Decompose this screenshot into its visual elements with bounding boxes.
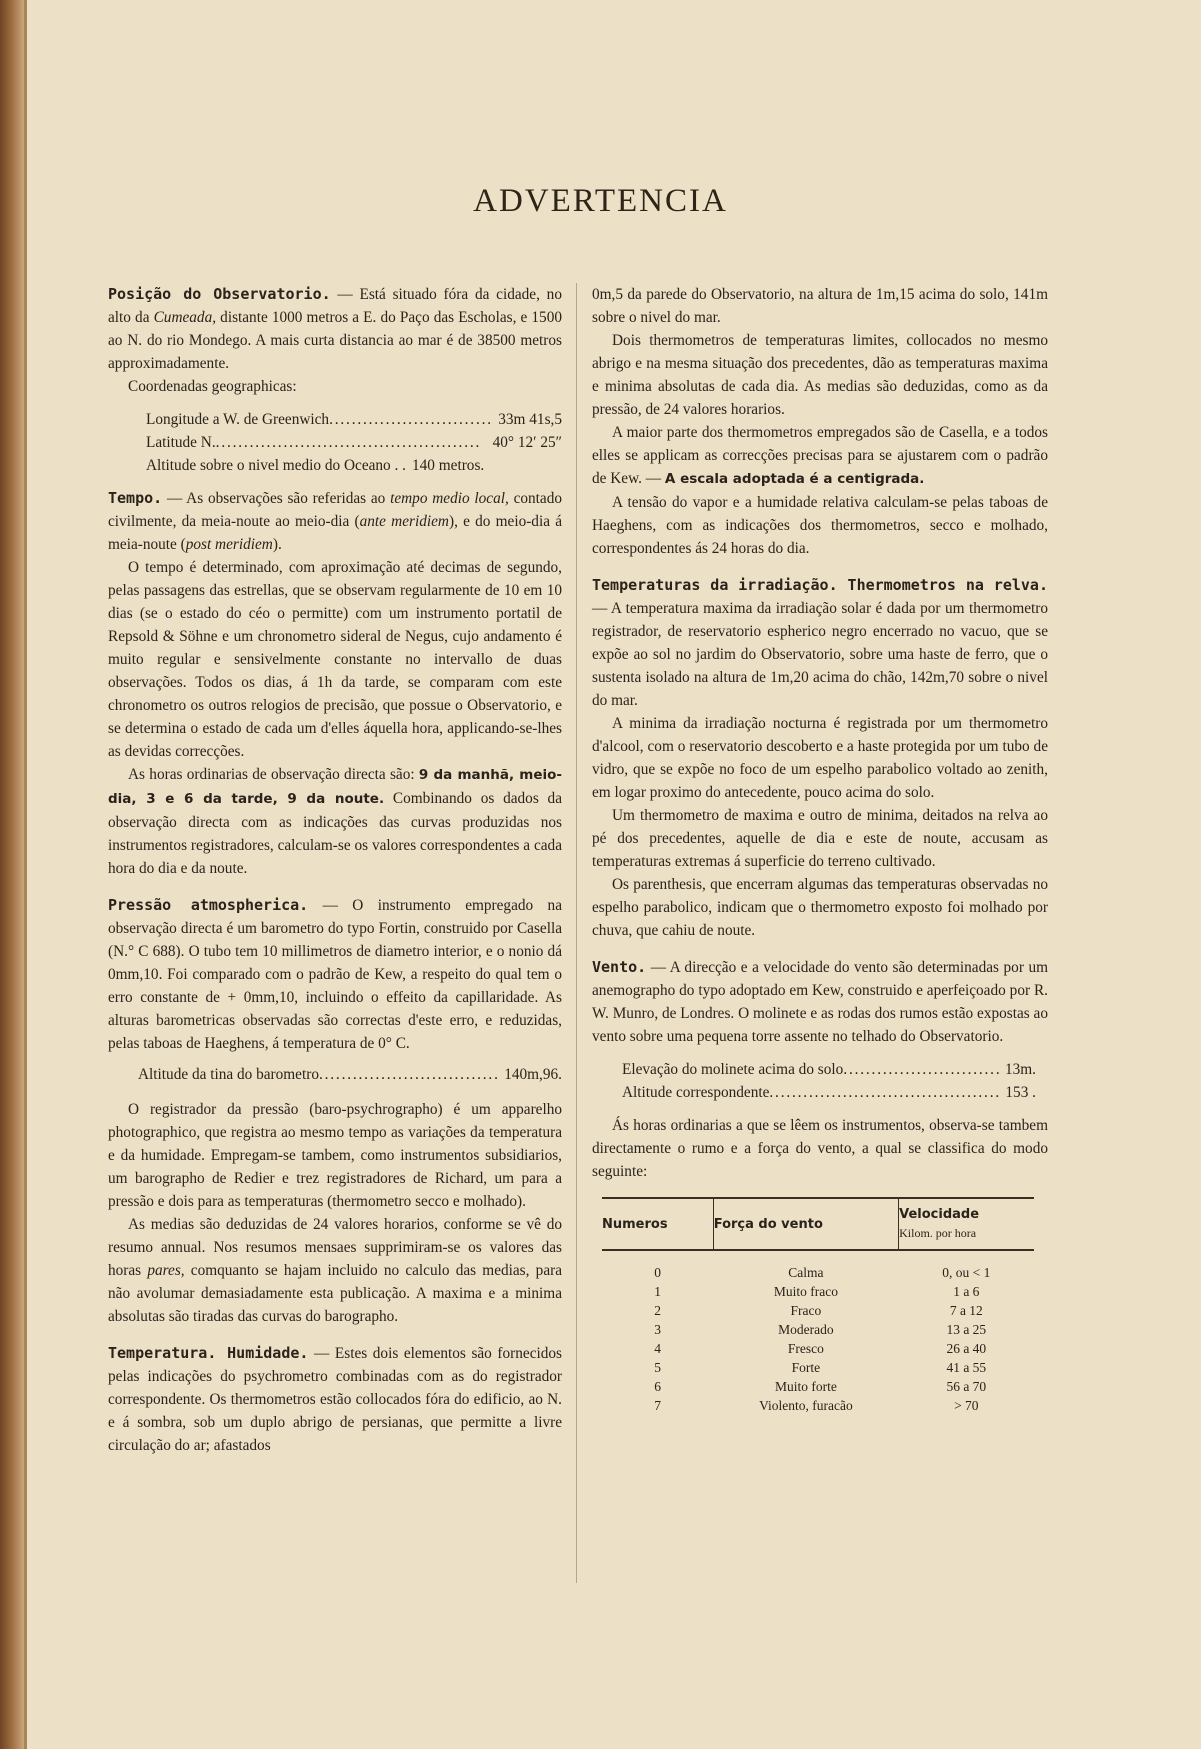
tempo-heading: Tempo. [108,489,163,507]
col-velocidade: Velocidade Kilom. por hora [899,1198,1034,1250]
minima-paragraph: A minima da irradiação nocturna é registrada por um thermometro d'alcool, com o reservatorio descoberto e a haste protegida por um tubo de vidro, que se expõe no foco de um espelho parabolico voltado ao zenith, em logar proximo do antecedente, pouco acima do solo. [592,715,1048,801]
casella-paragraph: A maior parte dos thermometros empregados são de Casella, e a todos elles se applicam as correcções precisas para se ajustarem com o padrão de Kew. — A escala adoptada é a centigrada. [592,424,1048,487]
wind-table-header [602,1198,1034,1250]
vento-heading: Vento. [592,958,647,976]
table-row: 3 Moderado 13 a 25 [654,1322,987,1337]
right-column [592,283,1048,1415]
coordinates-list [146,408,562,477]
temperatura-heading: Temperatura. Humidade. [108,1344,309,1362]
limites-paragraph: Dois thermometros de temperaturas limites, collocados no mesmo abrigo e na mesma situação dos precedentes, dão as temperaturas maxima e minima absolutas de cada dia. As medias são deduzidas, como as da pressão, de 24 valores horarios. [592,332,1048,418]
col-forca: Força do vento [713,1198,898,1250]
horas-vento-paragraph: Ás horas ordinarias a que se lêem os instrumentos, observa-se tambem directamente o rumo e a força do vento, a qual se classifica do modo seguinte: [592,1117,1048,1180]
section-irradiacao: Temperaturas da irradiação. Thermometros na relva. — A temperatura maxima da irradiação solar é dada por um thermometro registrador, de reservatorio espherico negro encerrado no vacuo, que se expõe ao sol no jardim do Observatorio, sobre uma haste de ferro, que o sustenta isolado na altura de 1m,20 acima do chão, 142m,70 sobre o nivel do mar. [592,576,1048,709]
medias-paragraph: As medias são deduzidas de 24 valores horarios, conforme se vê do resumo annual. Nos resumos mensaes supprimiram-se os valores das horas pares, comquanto se hajam incluido no calculo das medias, para não avolumar demasiadamente esta publicação. A maxima e a minima absolutas são tiradas das curvas do barographo. [108,1216,562,1325]
tempo-paragraph-2: O tempo é determinado, com aproximação até decimas de segundo, pelas passagens das estrellas, que se observam regularmente de 10 em 10 dias (se o estado do céo o permitte) com um instrumento portatil de Repsold & Söhne e um chronometro sideral de Negus, cujo andamento é muito regular e sensivelmente constante no intervallo de duas observações. Todos os dias, á 1h da tarde, se comparam com este chronometro os outros relogios de precisão, que possue o Observatorio, e se determina o estado de cada um d'elles áquella hora, applicando-se-lhes as devidas correcções. [108,559,562,760]
tensao-paragraph: A tensão do vapor e a humidade relativa calculam-se pelas taboas de Haeghens, com as indicações dos thermometros, secco e molhado, correspondentes ás 24 horas do dia. [592,494,1048,557]
irradiacao-heading: Temperaturas da irradiação. Thermometros na relva. [592,576,1048,594]
continuation-paragraph: 0m,5 da parede do Observatorio, na altura de 1m,15 acima do solo, 141m sobre o nivel do mar. [592,286,1048,326]
parenthesis-paragraph: Os parenthesis, que encerram algumas das temperaturas observadas no espelho parabolico, indicam que o thermometro exposto foi molhado por chuva, que cahiu de noute. [592,876,1048,939]
table-row: 7 Violento, furacão > 70 [654,1398,979,1413]
section-temperatura: Temperatura. Humidade. — Estes dois elementos são fornecidos pelas indicações do psychrometro combinadas com as do registrador correspondente. Os thermometros estão collocados fóra do edificio, ao N. e á sombra, sob um duplo abrigo de persianas, que permitte a livre circulação do ar; afastados [108,1344,562,1454]
table-row: 6 Muito forte 56 a 70 [654,1379,987,1394]
section-posicao: Posição do Observatorio. — Está situado fóra da cidade, no alto da Cumeada, distante 1000 metros a E. do Paço das Escholas, e 1500 ao N. do rio Mondego. A mais curta distancia ao mar é de 38500 metros approximadamente. [108,285,562,372]
coords-intro: Coordenadas geographicas: [128,378,297,395]
latitude-line: Latitude N. . . . 40° 12′ 25″ [146,431,562,454]
altitude-line: Altitude sobre o nivel medio do Oceano . . 140 metros. [146,457,485,474]
table-row: 5 Forte 41 a 55 [654,1360,987,1375]
horas-paragraph: As horas ordinarias de observação directa são: 9 da manhã, meio-dia, 3 e 6 da tarde, 9 da noute. Combinando os dados da observação directa com as indicações das curvas produzidas nos instrumentos registradores, calculam-se os valores correspondentes a cada hora do dia e da noute. [108,766,562,877]
molinete-elevation-line: Elevação do molinete acima do solo . . . 13m. [622,1058,1036,1081]
molinete-altitude-line: Altitude correspondente . . . 153 . [622,1081,1036,1104]
posicao-heading: Posição do Observatorio. [108,285,331,303]
column-divider [576,283,577,1583]
book-spine [0,0,24,1749]
table-row: 2 Fraco 7 a 12 [654,1303,983,1318]
section-tempo: Tempo. — As observações são referidas ao tempo medio local, contado civilmente, da meia-noute ao meio-dia (ante meridiem), e do meio-dia á meia-noute (post meridiem). [108,489,563,553]
section-pressao: Pressão atmospherica. — O instrumento empregado na observação directa é um barometro do typo Fortin, construido por Casella (N.° C 688). O tubo tem 10 millimetros de diametro interior, e o nonio dá 0mm,10. Foi comparado com o padrão de Kew, a respeito do qual tem o erro constante de + 0mm,10, incluindo o effeito da capillaridade. As alturas barometricas observadas são correctas d'este erro, e reduzidas, pelas taboas de Haeghens, á temperatura de 0° C. [108,896,562,1052]
wind-force-table [602,1197,1034,1415]
section-vento: Vento. — A direcção e a velocidade do vento são determinadas por um anemographo do typo adoptado em Kew, construido e aperfeiçoado por R. W. Munro, de Londres. O molinete e as rodas dos rumos estão expostas ao vento sobre uma pequena torre assente no telhado do Observatorio. [592,958,1048,1045]
page-title: ADVERTENCIA [473,183,728,219]
registrador-paragraph: O registrador da pressão (baro-psychrographo) é um apparelho photographico, que registra ao mesmo tempo as variações da temperatura e da humidade. Empregam-se tambem, como instrumentos subsidiarios, um barographo de Redier e trez registradores de Richard, um para a pressão e dois para as temperaturas (thermometro secco e molhado). [108,1101,562,1210]
relva-paragraph: Um thermometro de maxima e outro de minima, deitados na relva ao pé dos precedentes, aquelle de dia e este de noute, accusam as temperaturas extremas á superficie do terreno cultivado. [592,807,1048,870]
tina-altitude-line: Altitude da tina do barometro . . . 140m,96. [138,1063,562,1086]
col-numeros: Numeros [602,1198,713,1250]
table-row: 0 Calma 0, ou < 1 [654,1265,991,1280]
longitude-line: Longitude a W. de Greenwich . . . 33m 41s,5 [146,408,562,431]
left-column [108,283,562,1457]
table-row: 4 Fresco 26 a 40 [654,1341,987,1356]
pressao-heading: Pressão atmospherica. [108,896,309,914]
table-row: 1 Muito fraco 1 a 6 [654,1284,980,1299]
molinete-list [622,1058,1036,1104]
